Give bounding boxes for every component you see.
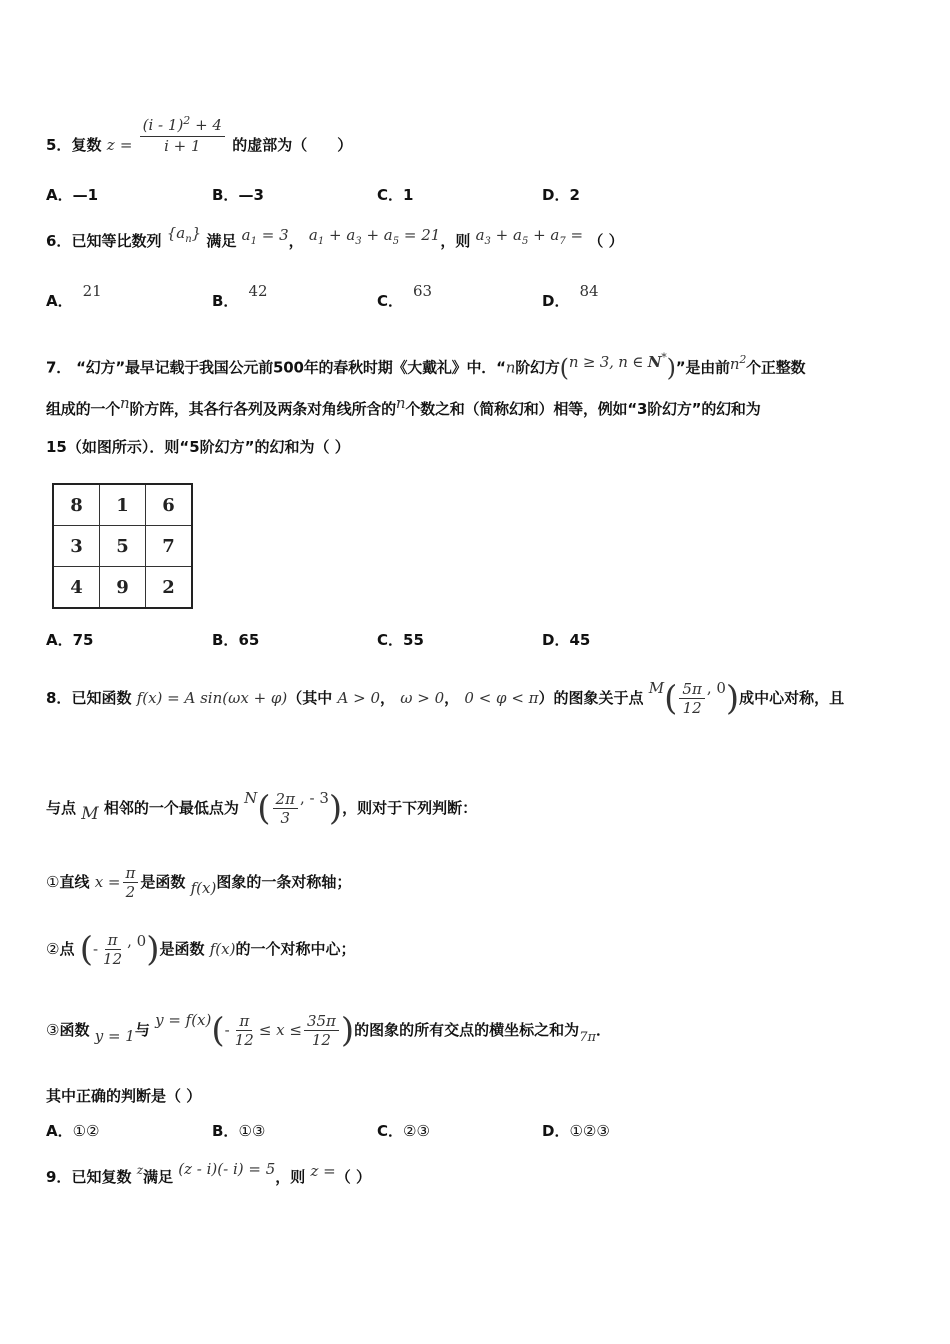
q8-s3-b: 与 — [134, 1021, 150, 1039]
q8-l2-m: M — [81, 804, 99, 824]
q8-m-tail: , 0 — [706, 679, 726, 697]
magic-square-cell: 1 — [100, 484, 146, 526]
q8-l2-b: 相邻的一个最低点为 — [103, 799, 239, 817]
q8-s2-f: f(x) — [209, 940, 236, 958]
question-8-line-1: 8．已知函数 f(x) = A sin(ωx + φ)（其中 A > 0， ω > 0， 0 < φ < π）的图象关于点 M( $\frac{5\pi}{12}$ , 0)成中心对称，且 — [46, 678, 845, 719]
q8-s3-c: 的图象的所有交点的横坐标之和为 — [354, 1021, 580, 1039]
q6-option-b[interactable]: B．42 — [212, 282, 268, 310]
q8-s3-mark: ③ — [46, 1021, 60, 1039]
magic-square-cell: 9 — [100, 567, 146, 609]
q8-s3-a: 函数 — [59, 1021, 90, 1039]
magic-square-figure — [52, 483, 193, 609]
q7-number: 7． — [46, 358, 72, 377]
q8-option-d[interactable]: D．①②③ — [542, 1122, 610, 1140]
magic-square-cell: 2 — [146, 567, 193, 609]
q6-cond1: $a_1 = 3$ — [241, 226, 289, 247]
q8-s2-fraction: $\frac{\pi}{12}$ — [103, 931, 123, 968]
q7-line1-a: “幻方”最早记载于我国公元前500年的春秋时期《大戴礼》中．“ — [76, 358, 506, 377]
q8-s1-f: f(x) — [190, 879, 217, 897]
q5-denominator: i + 1 — [164, 137, 201, 155]
q8-s1-mark: ① — [46, 873, 60, 891]
q9-t1: 已知复数 — [71, 1168, 132, 1186]
q8-option-c[interactable]: C．②③ — [377, 1122, 430, 1140]
q8-n-fraction: $\frac{2\pi}{3}$ — [273, 790, 298, 827]
q9-ask: z = — [310, 1162, 336, 1180]
q8-s2-b: 是函数 — [159, 940, 205, 958]
q8-t1: 已知函数 — [71, 689, 132, 707]
q6-option-a[interactable]: A．21 — [46, 282, 102, 310]
q7-line2-a: 组成的一个 — [46, 400, 121, 418]
q8-cond-phi: 0 < φ < π — [464, 689, 539, 707]
magic-square-cell: 7 — [146, 526, 193, 567]
q7-option-a[interactable]: A．75 — [46, 631, 94, 649]
q5-option-a[interactable]: A．—1 — [46, 186, 99, 204]
q8-s1-x: x = — [94, 873, 121, 891]
q8-statement-2: ②点 (- $\frac{\pi}{12}$ , 0)是函数 f(x)的一个对称中心； — [46, 929, 356, 970]
q6-sequence: $\{a_n\}$ — [166, 224, 202, 245]
q7-line1-b: 阶幻方 — [515, 358, 560, 377]
q7-line1-d: 个正整数 — [746, 358, 806, 377]
q8-s3-fraction-2: $\frac{35\pi}{12}$ — [304, 1012, 339, 1049]
q5-option-b[interactable]: B．—3 — [212, 186, 264, 204]
q6-comma: ， — [288, 232, 304, 250]
q6-text2: 满足 — [206, 232, 237, 250]
q8-s3-end: ． — [596, 1021, 612, 1039]
magic-square-row — [53, 567, 192, 609]
q8-s2-minus: - — [92, 940, 99, 958]
q8-t3: ）的图象关于点 — [538, 689, 644, 707]
q8-statement-3: ③函数 y = 1与 y = f(x)(- $\frac{\pi}{12}$ ≤ x ≤ $\frac{35\pi}{12}$ )的图象的所有交点的横坐标之和为7π． — [46, 1010, 612, 1051]
q8-function: f(x) = A sin(ωx + φ) — [136, 689, 288, 707]
q9-t2: 满足 — [143, 1168, 174, 1186]
q8-cond-a: A > 0 — [337, 689, 381, 707]
q7-n4: n — [395, 394, 406, 412]
question-6 — [46, 224, 624, 255]
q6-option-c[interactable]: C．63 — [377, 282, 433, 310]
q6-text4: （ ） — [588, 232, 624, 250]
q8-s2-mark: ② — [46, 940, 60, 958]
magic-square-cell: 4 — [53, 567, 100, 609]
q5-option-c[interactable]: C．1 — [377, 186, 414, 204]
q6-ask: $a_3 + a_5 + a_7$ = — [475, 226, 584, 247]
q5-option-d[interactable]: D．2 — [542, 186, 580, 204]
q7-n2: n — [729, 354, 740, 373]
q8-s3-minus: - — [224, 1021, 230, 1039]
q5-fraction — [140, 116, 225, 155]
magic-square-cell: 3 — [53, 526, 100, 567]
magic-square-cell: 6 — [146, 484, 193, 526]
q8-t2: （其中 — [287, 689, 333, 707]
q9-number: 9． — [46, 1168, 72, 1186]
q8-option-b[interactable]: B．①③ — [212, 1122, 266, 1140]
q8-number: 8． — [46, 689, 72, 707]
q7-n1: n — [505, 358, 516, 377]
q7-option-c[interactable]: C．55 — [377, 631, 424, 649]
q6-number: 6． — [46, 232, 72, 250]
q7-option-d[interactable]: D．45 — [542, 631, 591, 649]
magic-square-row — [53, 526, 192, 567]
q8-statement-1 — [46, 860, 351, 904]
q5-number: 5． — [46, 136, 72, 154]
q7-option-b[interactable]: B．65 — [212, 631, 260, 649]
question-7-line-1: 7． “幻方”最早记载于我国公元前500年的春秋时期《大戴礼》中．“n阶幻方(n ≥ 3, n ∈ N*)”是由前$n^2$个正整数 — [46, 350, 806, 382]
q9-t4: （ ） — [335, 1168, 371, 1186]
q7-cond: n ≥ 3, n ∈ N* — [568, 350, 667, 371]
q8-s3-fraction-1: $\frac{\pi}{12}$ — [234, 1012, 254, 1049]
q5-text-after: 的虚部为（ ） — [232, 136, 353, 154]
q8-t4: 成中心对称，且 — [739, 689, 845, 707]
magic-square-row — [53, 484, 192, 526]
q8-l2-a: 与点 — [46, 799, 77, 817]
q8-s1-fraction: $\frac{\pi}{2}$ — [123, 864, 139, 901]
q8-s2-a: 点 — [59, 940, 75, 958]
q8-s3-y1: y = 1 — [94, 1027, 135, 1045]
magic-square-cell: 8 — [53, 484, 100, 526]
question-8-line-2: 与点 M 相邻的一个最低点为 N( $\frac{2\pi}{3}$ , - 3)，则对于下列判断： — [46, 788, 478, 829]
q6-text3: ，则 — [440, 232, 471, 250]
q5-text-before: 复数 — [71, 136, 102, 154]
q8-point-m: M — [648, 679, 665, 697]
q6-option-d[interactable]: D．84 — [542, 282, 599, 310]
q8-sep: ， — [444, 689, 460, 707]
q5-numerator-exp: 2 — [183, 114, 191, 127]
q8-s3-y2: y = f(x) — [155, 1011, 212, 1029]
q5-numerator: (i - 1) — [142, 116, 184, 134]
q5-var: z — [106, 136, 115, 154]
q8-m-fraction: $\frac{5\pi}{12}$ — [679, 680, 704, 717]
question-7-line-2 — [46, 394, 761, 420]
q8-s1-c: 图象的一条对称轴； — [216, 873, 352, 891]
q8-n-tail: , - 3 — [299, 789, 329, 807]
q7-n3: n — [120, 394, 130, 412]
q5-eq: = — [119, 136, 133, 154]
q8-ask: 其中正确的判断是（ ） — [46, 1087, 202, 1105]
q8-s1-a: 直线 — [59, 873, 90, 891]
question-7-line-3: 15（如图所示）．则“5阶幻方”的幻和为（ ） — [46, 438, 350, 456]
q8-cond-omega: ω > 0 — [400, 689, 445, 707]
q7-line2-b: 阶方阵，其各行各列及两条对角线所含的 — [129, 400, 396, 418]
question-5 — [46, 114, 353, 165]
q8-point-n: N — [244, 789, 258, 807]
q7-line2-c: 个数之和（简称幻和）相等，例如“3阶幻方”的幻和为 — [405, 400, 761, 418]
q6-text1: 已知等比数列 — [71, 232, 162, 250]
q8-s1-b: 是函数 — [140, 873, 186, 891]
q9-cond: (z - i)(- i) = 5 — [178, 1160, 276, 1178]
q8-s2-tail: , 0 — [127, 932, 147, 950]
q8-option-a[interactable]: A．①② — [46, 1122, 100, 1140]
q8-s3-answer: 7π — [579, 1030, 597, 1045]
magic-square-cell: 5 — [100, 526, 146, 567]
q8-s3-mid: ≤ x ≤ — [258, 1021, 302, 1039]
q8-s2-c: 的一个对称中心； — [235, 940, 356, 958]
q7-line1-c: ”是由前 — [675, 358, 730, 377]
q9-t3: ，则 — [275, 1168, 306, 1186]
q8-sep: ， — [380, 689, 396, 707]
q5-numerator-tail: + 4 — [190, 116, 222, 134]
q6-cond2: $a_1 + a_3 + a_5 = 21$ — [308, 226, 441, 247]
question-9 — [46, 1160, 371, 1189]
q8-l2-c: ，则对于下列判断： — [342, 799, 478, 817]
q9-z: z — [136, 1163, 144, 1177]
